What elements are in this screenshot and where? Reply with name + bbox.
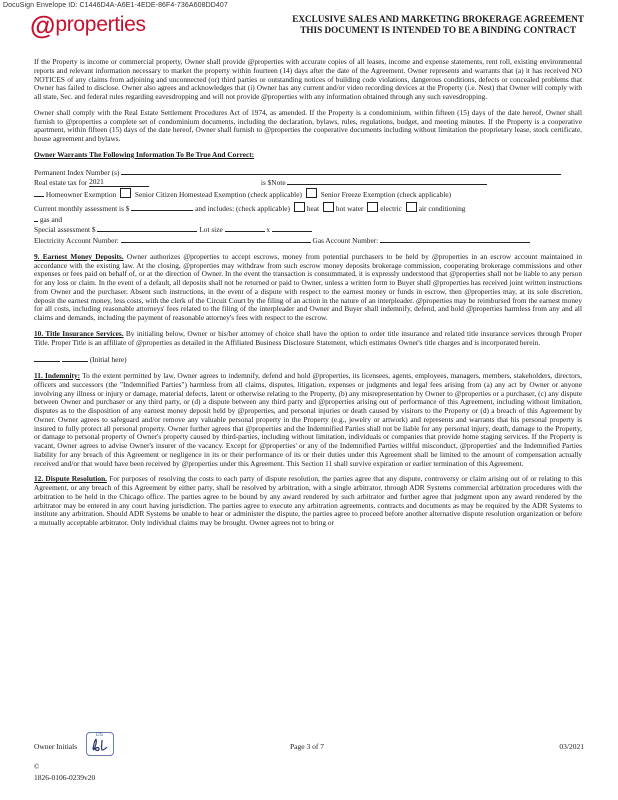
revision-date: 03/2021 <box>559 742 584 751</box>
exemption-row <box>34 188 582 200</box>
electric-checkbox[interactable] <box>367 202 378 212</box>
homeowner-exemption-label: Homeowner Exemption <box>45 190 117 199</box>
senior-exemption-label: Senior Citizen Homestead Exemption (check applicable) <box>134 190 302 199</box>
utility-row <box>34 235 582 246</box>
tax-year-field[interactable] <box>89 179 149 187</box>
homeowner-checkbox[interactable] <box>120 188 131 198</box>
gas-account-field[interactable] <box>380 235 530 243</box>
hot-water-label: hot water <box>335 203 364 213</box>
tax-year-value: 2021 <box>89 177 104 187</box>
title-initial-field-2[interactable] <box>62 354 88 362</box>
pin-field[interactable] <box>121 167 561 175</box>
tax-amount-field[interactable] <box>287 177 487 185</box>
section-9-body: Owner authorizes @properties to accept escrows, money from potential purchasers to be held by @properties in an escrow account maintained in accordance with the existing law. At the closing, @properties may withdraw from such escrow money deposits brokerage commission, cooperating brokerage commissions and other expenses or fees paid on behalf of, or at the direction of Owner. In the event the transaction is consummated, it is expressly understood that @properties shall not be liable to any person for any loss or claim. In the event of a default, all deposits shall not be returned or paid to Owner, unless a written form to Buyer shall @properties has received joint written instructions from Owner and the purchaser. Absent such instructions, in the event of a dispute with respect to the earnest money or funds in escrow, then @properties may, at its sole discretion, deposit the earnest money, less costs, with the clerk of the Circuit Court by the filing of an action in the nature of an interpleader. @properties may be reimbursed from the earnest money for all costs, including reasonable attorneys' fees related to the filing of the interpleader and Owner and Buyer shall indemnify, defend, and hold @properties harmless from any and all claims and demands, including the payment of reasonable attorney's fees with respect to the escrow. <box>34 251 582 322</box>
title-initial-label: (Initial here) <box>89 355 127 365</box>
electricity-account-field[interactable] <box>121 235 311 243</box>
heat-checkbox[interactable] <box>294 202 305 212</box>
document-title <box>292 14 584 36</box>
lot-width-field[interactable] <box>225 224 265 232</box>
section-11-heading: 11. Indemnity: <box>34 371 81 380</box>
section-10-body: By initialing below, Owner or his/her attorney of choice shall have the option to order title insurance and related title insurance services through Proper Title. Proper Title is an affiliate of @properties as detailed in the Affiliated Business Disclosure Statement, which estimates Owner's title charges and is incorporated herein. <box>34 328 582 347</box>
lot-x: x <box>266 225 271 235</box>
hot-water-checkbox[interactable] <box>323 202 334 212</box>
tax-row <box>34 177 582 188</box>
air-conditioning-label: air conditioning <box>418 203 466 213</box>
company-logo <box>30 12 146 38</box>
gas-account-label: Gas Account Number: <box>312 236 379 245</box>
logo-wordmark: properties <box>55 13 146 36</box>
lot-size-label: Lot size <box>199 225 223 235</box>
section-12 <box>34 475 582 528</box>
gas-check-line[interactable] <box>34 214 38 222</box>
assessment-row <box>34 202 582 214</box>
senior-checkbox[interactable] <box>306 188 317 198</box>
freeze-exemption-label: Senior Freeze Exemption (check applicable) <box>320 190 452 199</box>
section-9-heading: 9. Earnest Money Deposits. <box>34 251 124 261</box>
section-11-body: To the extent permitted by law, Owner agrees to indemnify, defend and hold @properties, its licensees, agents, employees, managers, members, stakeholders, directors, officers and successors (the "Indemnified Parties") harmless from all claims, disputes, litigation, expenses or judgments and legal fees arising from (a) any act by Owner or anyone involving any illness or injury or damage, material defects, latent or otherwise relating to the Property, (b) any misrepresentation by Owner to @properties or a purchaser, (c) any dispute between Owner and purchaser or any third party, or (d) a dispute between any third party and @properties arising out of performance of this Agreement, including without limitation, disputes as to the disposition of any earnest money deposit held by @properties, and personal injuries or death caused by visitors to the Property or (d) a breach of this Agreement by Owner. Owner agrees to safeguard and/or remove any valuable personal property in the Property (e.g., jewelry or artwork) and represents and warrants that his personal property is insured to fully protect all personal property. Owner further agrees that @properties and the Indemnified Parties shall not be liable for any personal injury, death, damage to the Property, or damage to personal property of Owner's property caused by third-parties, including without limitation, individuals or companies that provide home staging services. If the Property is vacant, Owner agrees to advise Owner's insurer of the vacancy. Except for @properties' or any of the Indemnified Parties willful misconduct, @properties' and the Indemnified Parties liability for any breach of this Agreement or negligence in its or their performance of its or their duties under this Agreement shall be limited to the amount of compensation actually received and/or that would have been received by @properties under this Agreement. This Section 11 shall survive expiration or earlier termination of this Agreement. <box>34 371 582 468</box>
section-12-heading: 12. Dispute Resolution. <box>34 474 107 484</box>
gas-label: gas and <box>39 214 63 224</box>
special-row <box>34 224 582 235</box>
section-10 <box>34 330 582 348</box>
includes-label: and includes: (check applicable) <box>195 203 290 213</box>
owner-warrants-section <box>34 151 582 246</box>
title-line-2: THIS DOCUMENT IS INTENDED TO BE A BINDING CONTRACT <box>300 25 576 35</box>
tax-label: Real estate tax for <box>34 178 88 188</box>
warrants-heading: Owner Warrants The Following Information To Be True And Correct: <box>34 149 255 159</box>
handwritten-initials-icon <box>90 737 110 753</box>
lot-depth-field[interactable] <box>272 224 312 232</box>
docusign-envelope-id: DocuSign Envelope ID: C1446D4A-A6E1-4EDE-86F4-736A608DD407 <box>3 2 228 9</box>
heat-label: heat <box>306 203 320 213</box>
paragraph-income-property: If the Property is income or commercial property, Owner shall provide @properties with accurate copies of all leases, income and expense statements, rent roll, existing environmental reports and relevant information necessary to market the property within fourteen (14) days after the date of the Agreement. Owner represents and warrants that (a) it has received NO NOTICES of any claims from adjoining and unconnected (or) third parties or outstanding notices of building code violations, dangerous conditions, defects or concealed problems that Owner has failed to disclose. Owner also agrees and acknowledges that (i) Owner has any current and/or video recording devices at the Property (i.e. Nest) that Owner will comply with all state, Sec. and federal rules regarding eavesdropping and will not provide @properties with any information obtained through any such eavesdropping. <box>34 57 582 101</box>
owner-initials-label: Owner Initials <box>34 742 78 751</box>
homeowner-check-line[interactable] <box>34 189 44 197</box>
ds-badge: DS <box>96 732 103 738</box>
title-line-1: EXCLUSIVE SALES AND MARKETING BROKERAGE AGREEMENT <box>292 14 584 24</box>
logo-at-symbol: @ <box>30 10 56 40</box>
pin-row <box>34 167 582 178</box>
document-code: 1826-0106-0239v20 <box>34 773 96 782</box>
gas-row <box>34 214 582 225</box>
section-11 <box>34 372 582 468</box>
page-number: Page 3 of 7 <box>290 742 324 751</box>
section-12-body: For purposes of resolving the costs to each party of dispute resolution, the parties agree that any dispute, controversy or claim arising out of or relating to this Agreement, or any breach of this Agreement by either party, shall be resolved by arbitration, with a single arbitrator, through ADR Systems commercial arbitration procedures with the arbitration to be held in the Chicago office. The parties agree to be bound by any award rendered by such arbitrator and further agree that judgment upon any award rendered by the arbitrator may be entered in any court having jurisdiction. The parties agree to execute any arbitration agreements, contracts and documents as may be required by the ADR Systems to institute any arbitration. Should ADR Systems be unable to hear or administer the dispute, the parties agree to proceed before another alternative dispute resolution organization or before a mutually acceptable arbitrator. Only individual claims may be brought. Owner agrees not to bring or <box>34 474 582 527</box>
title-initial-field-1[interactable] <box>34 354 60 362</box>
assessment-field[interactable] <box>131 203 193 211</box>
assessment-label: Current monthly assessment is $ <box>34 203 130 213</box>
section-10-heading: 10. Title Insurance Services. <box>34 328 124 338</box>
electricity-account-label: Electricity Account Number: <box>34 236 119 245</box>
paragraph-condominium: Owner shall comply with the Real Estate Settlement Procedures Act of 1974, as amended. If the Property is a condominium, within fifteen (15) days of the date hereof, Owner shall furnish to @properties a complete set of condominium documents, including the declaration, bylaws, rules, regulations, budget, and meeting minutes. If the Property is a cooperative apartment, within fifteen (15) days of the date hereof, Owner shall furnish to @properties the cooperative documents including without limitation the proprietary lease, stock certificate, house agreement and bylaws. <box>34 107 582 143</box>
special-assessment-field[interactable] <box>97 224 197 232</box>
title-initial-row <box>34 354 582 365</box>
special-assessment-label: Special assessment $ <box>34 225 96 235</box>
tax-amount-label: is $Note <box>260 178 286 188</box>
section-9 <box>34 253 582 323</box>
air-conditioning-checkbox[interactable] <box>406 202 417 212</box>
pin-label: Permanent Index Number (s) <box>34 167 120 177</box>
copyright-mark: © <box>34 763 40 771</box>
docusign-initials-box[interactable] <box>86 732 114 756</box>
electric-label: electric <box>380 203 402 213</box>
document-body <box>34 58 582 535</box>
